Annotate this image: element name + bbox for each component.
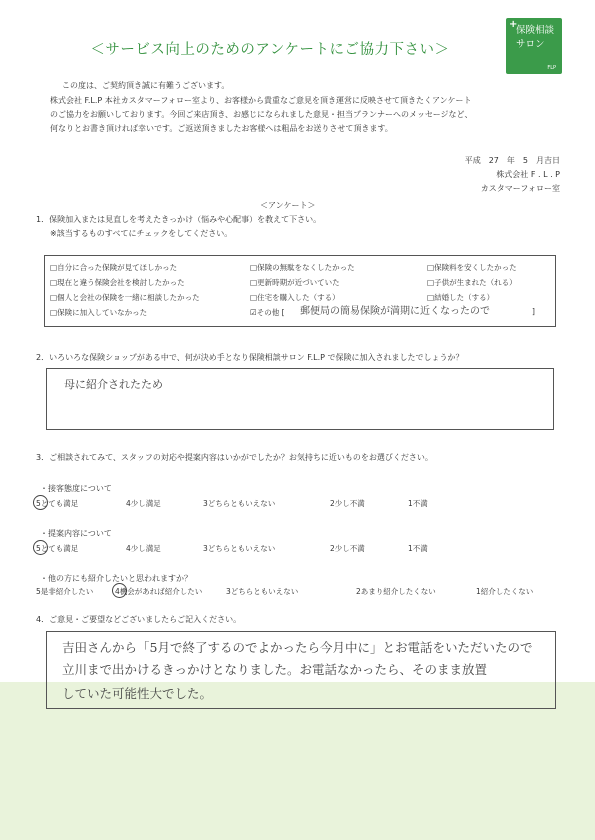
department-name: カスタマーフォロー室 (480, 184, 560, 193)
q4-question: 4．ご意見・ご要望などございましたらご記入ください。 (36, 615, 242, 624)
rating-option[interactable]: 4少し満足 (126, 544, 161, 553)
rating-option[interactable]: 1不満 (408, 499, 428, 508)
rating-option[interactable]: 2少し不満 (330, 544, 365, 553)
q3-referral-label: ・他の方にも紹介したいと思われますか？ (40, 574, 192, 583)
q1-option-other[interactable]: ☑その他 [ (250, 308, 285, 317)
q1-option[interactable]: □結婚した（する） (427, 293, 495, 302)
referral-option[interactable]: 2あまり紹介したくない (356, 587, 436, 596)
rating-option[interactable]: 3どちらともいえない (203, 499, 276, 508)
logo-line-2: サロン (516, 39, 545, 50)
intro-line-4: 何なりとお書き頂ければ幸いです。ご返送頂きましたお客様へは粗品をお送りさせて頂きます。 (50, 124, 393, 133)
q1-option[interactable]: □保険料を安くしたかった (427, 263, 517, 272)
q1-option[interactable]: □現在と違う保険会社を検討したかった (50, 278, 185, 287)
q3-proposal-label: ・提案内容について (40, 529, 112, 538)
survey-title: ＜サービス向上のためのアンケートにご協力下さい＞ (90, 42, 450, 58)
q1-option[interactable]: □保険の無駄をなくしたかった (250, 263, 355, 272)
plus-icon: + (509, 19, 518, 30)
referral-option[interactable]: 5是非紹介したい (36, 587, 94, 596)
q4-answer-line: 吉田さんから「5月で終了するのでよかったら今月中に」とお電話をいただいたので (62, 640, 533, 655)
salon-logo (506, 18, 562, 74)
q1-option[interactable]: □更新時期が近づいていた (250, 278, 340, 287)
q1-option[interactable]: □自分に合った保険が見てほしかった (50, 263, 178, 272)
logo-small: FLP (547, 65, 556, 71)
q2-answer: 母に紹介されたため (64, 378, 163, 391)
q1-other-text: 郵便局の簡易保険が満期に近くなったので (300, 306, 490, 317)
q3-service-label: ・接客態度について (40, 484, 112, 493)
q1-option[interactable]: □住宅を購入した（する） (250, 293, 340, 302)
q1-note: ※該当するものすべてにチェックをしてください。 (50, 229, 233, 238)
rating-option[interactable]: 4少し満足 (126, 499, 161, 508)
q4-answer-line: 立川まで出かけるきっかけとなりました。お電話なかったら、そのまま放置 (62, 662, 488, 677)
q1-question: 1．保険加入または見直しを考えたきっかけ（悩みや心配事）を教えて下さい。 (36, 215, 322, 224)
rating-option[interactable]: 2少し不満 (330, 499, 365, 508)
referral-option[interactable]: 1紹介したくない (476, 587, 534, 596)
date-line: 平成 27 年 5 月吉日 (464, 156, 560, 165)
rating-option[interactable]: 1不満 (408, 544, 428, 553)
rating-option[interactable]: 5とても満足 (36, 499, 79, 508)
referral-option[interactable]: 4機会があれば紹介したい (115, 587, 203, 596)
q4-answer-line: していた可能性大でした。 (62, 686, 213, 701)
intro-line-3: のご協力をお願いしております。今回ご来店頂き、お感じになられました意見・担当プランナーへのメッセージなど、 (50, 110, 473, 119)
intro-line-1: この度は、ご契約頂き誠に有難うございます。 (62, 81, 230, 90)
q1-option[interactable]: □子供が生まれた（れる） (427, 278, 517, 287)
company-name: 株式会社 F . L . P (496, 170, 560, 179)
rating-option[interactable]: 5とても満足 (36, 544, 79, 553)
q1-option[interactable]: □個人と会社の保険を一緒に相談したかった (50, 293, 200, 302)
q1-option[interactable]: □保険に加入していなかった (50, 308, 148, 317)
q3-question: 3．ご相談されてみて、スタッフの対応や提案内容はいかがでしたか？お気持ちに近いものをお選びください。 (36, 453, 433, 462)
q2-question: 2．いろいろな保険ショップがある中で、何が決め手となり保険相談サロン F.L.P で保険に加入されましたでしょうか？ (36, 353, 464, 362)
q1-other-bracket: ] (532, 307, 535, 316)
referral-option[interactable]: 3どちらともいえない (226, 587, 299, 596)
logo-line-1: 保険相談 (516, 25, 555, 36)
section-title: ＜アンケート＞ (260, 201, 316, 210)
intro-line-2: 株式会社 F.L.P 本社カスタマーフォロー室より、お客様から貴重なご意見を頂き運営に反映させて頂きたくアンケート (50, 96, 472, 105)
rating-option[interactable]: 3どちらともいえない (203, 544, 276, 553)
